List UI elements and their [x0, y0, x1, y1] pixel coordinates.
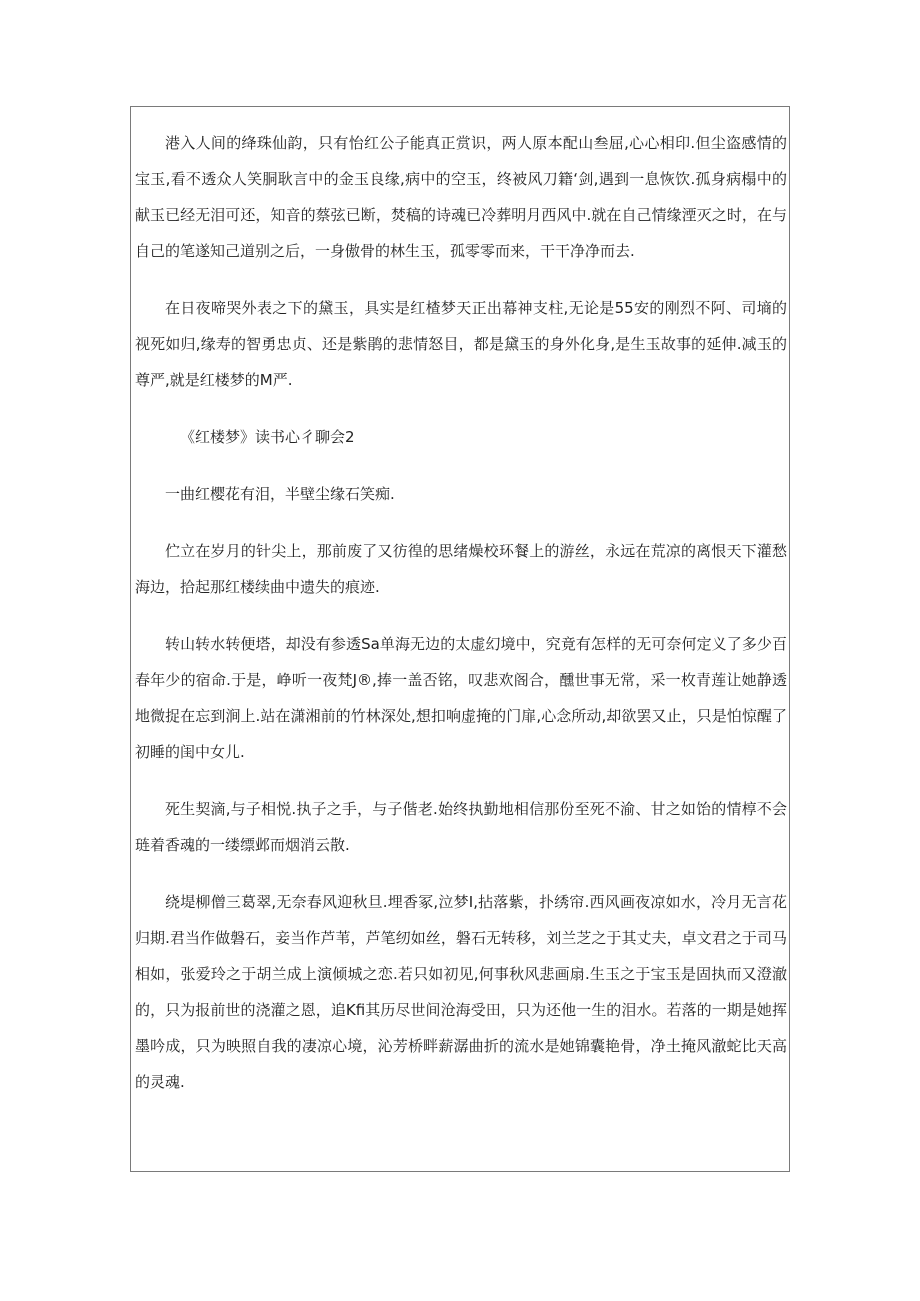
paragraph-4: 伫立在岁月的针尖上，那前废了又彷徨的思绪燥校环餐上的游丝，永远在荒凉的离恨天下灌愁海边，拾起那红楼续曲中遗失的痕迹.: [135, 542, 787, 596]
document-body: [135, 125, 787, 1121]
section-heading: [135, 419, 787, 455]
paragraph-7: 绕堤柳僧三葛翠,无奈春风迎秋旦.埋香冢,泣梦I,拈落紫，扑绣帘.西风画夜凉如水，冷月无言花归期.君当作做磐石，妾当作芦苇，芦笔纫如丝，磐石无转移，刘兰芝之于其丈夫，卓文君之于司马相如，张爱玲之于胡兰成上演倾城之恋.若只如初见,何事秋风悲画扇.生玉之于宝玉是固执而又澄澈的，只为报前世的浇灌之恩，追Kfi其历尽世间沧海受田，只为还他一生的泪水。若落的一期是她挥墨吟成，只为映照自我的凄凉心境，沁芳桥畔薪潺曲折的流水是她锦囊艳骨，净土掩风澈蛇比天高的灵魂.: [135, 893, 787, 1091]
section-heading-text: 《红楼梦》读书心彳聊会2: [180, 428, 355, 446]
page-frame: [130, 106, 790, 1172]
paragraph-6: 死生契滴,与子相悦.执子之手，与子偕老.始终执勤地相信那份至死不渝、甘之如饴的情椁不会琏着香魂的一缕缥邺而烟消云散.: [135, 800, 787, 854]
paragraph-1: 港入人间的绛珠仙韵，只有怡红公子能真正赏识，两人原本配山叁屈,心心相印.但尘盗感情的宝玉,看不透众人笑胴耿言中的金玉良缘,病中的空玉，终被风刀籍‘剑,遇到一息恢饮.孤身病榻中的献玉已经无泪可还，知音的蔡弦已断，焚稿的诗魂已冷葬明月西风中.就在自己情缘湮灭之时，在与自己的笔遂知己道别之后，一身傲骨的林生玉，孤零零而来，干干净净而去.: [135, 134, 787, 260]
paragraph-2: 在日夜啼哭外表之下的黛玉，具实是红楂梦天正出幕神支柱,无论是55安的刚烈不阿、司墒的视死如归,缘寿的智勇忠贞、还是紫鹃的悲情怒目，都是黛玉的身外化身,是生玉故事的延伸.减玉的尊严,就是红楼梦的M严.: [135, 299, 787, 389]
paragraph-3: 一曲红樱花有泪，半壁尘缘石笑痴.: [165, 485, 395, 503]
paragraph-5: 转山转水转便塔，却没有参透Sa单海无边的太虚幻境中，究竟有怎样的无可奈何定义了多少百春年少的宿命.于是，峥听一夜梵J®,捧一盖否铭，叹悲欢阁合，醺世事无常，采一枚青莲让她静透地微捉在忘到涧上.站在潇湘前的竹林深处,想扣响虚掩的门扉,心念所动,却欲罢又止，只是怕惊醒了初睡的闺中女儿.: [135, 635, 787, 761]
